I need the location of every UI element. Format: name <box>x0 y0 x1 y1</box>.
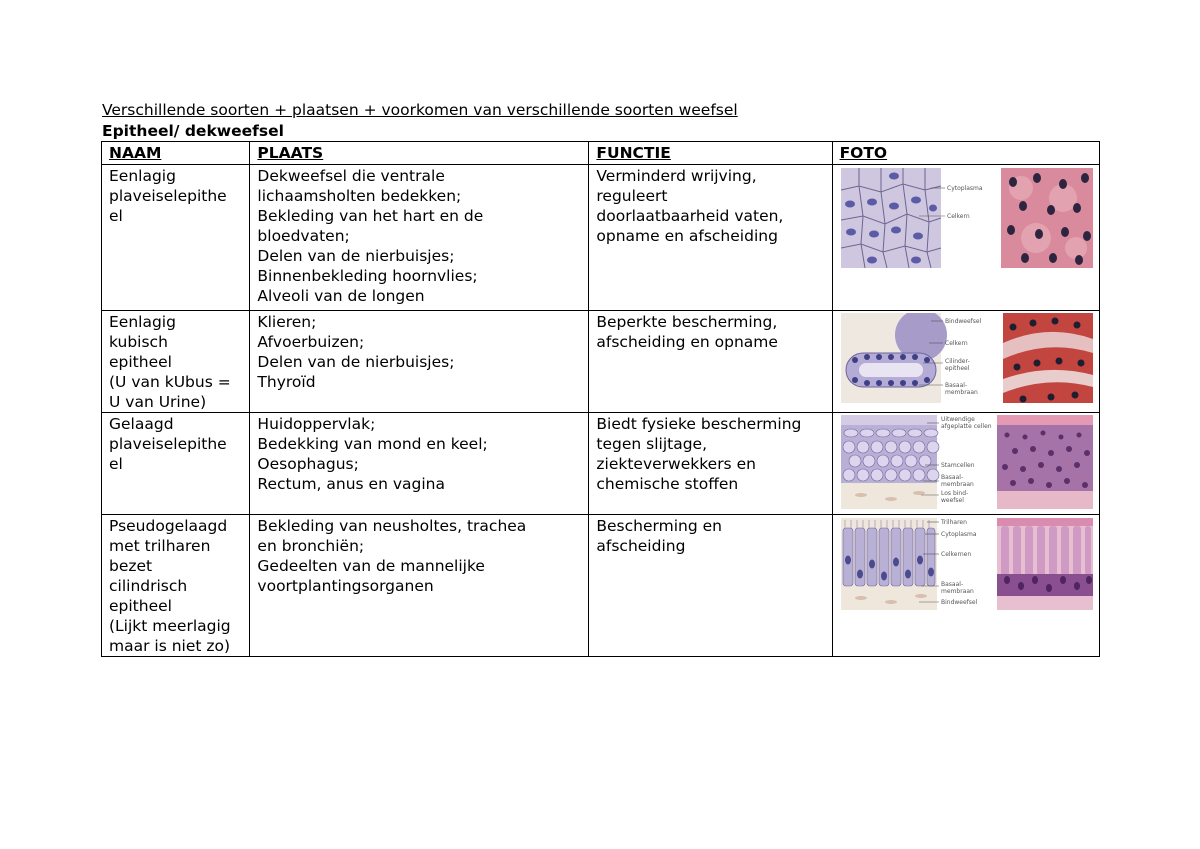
table-row <box>102 413 1100 515</box>
cell-plaats: Huidoppervlak; Bedekking van mond en keel; Oesophagus; Rectum, anus en vagina <box>250 413 589 515</box>
simple-squamous-photo <box>1001 168 1093 268</box>
photo-label: Celkern <box>946 213 970 220</box>
pseudostratified-diagram <box>841 518 997 610</box>
cell-plaats: Bekleding van neusholtes, trachea en bronchiën; Gedeelten van de mannelijke voortplantingsorganen <box>250 515 589 657</box>
simple-cuboidal-photo <box>1003 313 1093 403</box>
header-functie: FUNCTIE <box>589 142 832 165</box>
header-naam: NAAM <box>102 142 250 165</box>
header-foto: FOTO <box>832 142 1099 165</box>
cell-plaats: Dekweefsel die ventrale lichaamsholten bedekken; Bekleding van het hart en de bloedvaten; Delen van de nierbuisjes; Binnenbekleding hoornvlies; Alveoli van de longen <box>250 165 589 311</box>
document-title: Verschillende soorten + plaatsen + voorkomen van verschillende soorten weefsel <box>102 101 738 119</box>
photo-label: Celkern <box>944 340 968 347</box>
simple-squamous-diagram <box>841 168 991 268</box>
photo-label: Stamcellen <box>940 462 975 469</box>
cell-naam: Gelaagd plaveiselepithe el <box>102 413 250 515</box>
cell-naam: Eenlagig plaveiselepithe el <box>102 165 250 311</box>
cell-foto <box>832 311 1099 413</box>
stratified-squamous-photo <box>997 415 1093 509</box>
cell-foto <box>832 165 1099 311</box>
photo-label: Bindweefsel <box>944 318 981 325</box>
photo-label: Bindweefsel <box>940 599 977 606</box>
photo-label: Cilinder-epitheel <box>944 358 970 372</box>
cell-plaats: Klieren; Afvoerbuizen; Delen van de nierbuisjes; Thyroïd <box>250 311 589 413</box>
cell-functie: Bescherming en afscheiding <box>589 515 832 657</box>
header-row <box>102 142 1100 165</box>
header-plaats: PLAATS <box>250 142 589 165</box>
cell-naam: Pseudogelaagd met trilharen bezet cilindrisch epitheel (Lijkt meerlagig maar is niet zo) <box>102 515 250 657</box>
photo-label: Uitwendige afgeplatte cellen <box>940 416 992 430</box>
section-heading: Epitheel/ dekweefsel <box>102 122 284 140</box>
photo-label: Basaal-membraan <box>940 474 974 488</box>
cell-naam: Eenlagig kubisch epitheel (U van kUbus = U van Urine) <box>102 311 250 413</box>
tissue-table <box>101 141 1100 657</box>
cell-functie: Verminderd wrijving, reguleert doorlaatbaarheid vaten, opname en afscheiding <box>589 165 832 311</box>
photo-label: Basaal-membraan <box>944 382 978 396</box>
stratified-squamous-diagram <box>841 415 997 509</box>
cell-functie: Beperkte bescherming, afscheiding en opname <box>589 311 832 413</box>
photo-label: Cytoplasma <box>940 531 977 538</box>
pseudostratified-photo <box>997 518 1093 610</box>
table-row <box>102 311 1100 413</box>
cell-foto <box>832 413 1099 515</box>
photo-label: Cytoplasma <box>946 185 983 192</box>
cell-foto <box>832 515 1099 657</box>
cell-functie: Biedt fysieke bescherming tegen slijtage, ziekteverwekkers en chemische stoffen <box>589 413 832 515</box>
simple-cuboidal-diagram <box>841 313 1003 403</box>
photo-label: Trilharen <box>940 519 967 526</box>
photo-label: Celkernen <box>940 551 971 558</box>
photo-label: Basaal-membraan <box>940 581 974 595</box>
table-row <box>102 165 1100 311</box>
photo-label: Los bind-weefsel <box>940 490 968 504</box>
table-row <box>102 515 1100 657</box>
